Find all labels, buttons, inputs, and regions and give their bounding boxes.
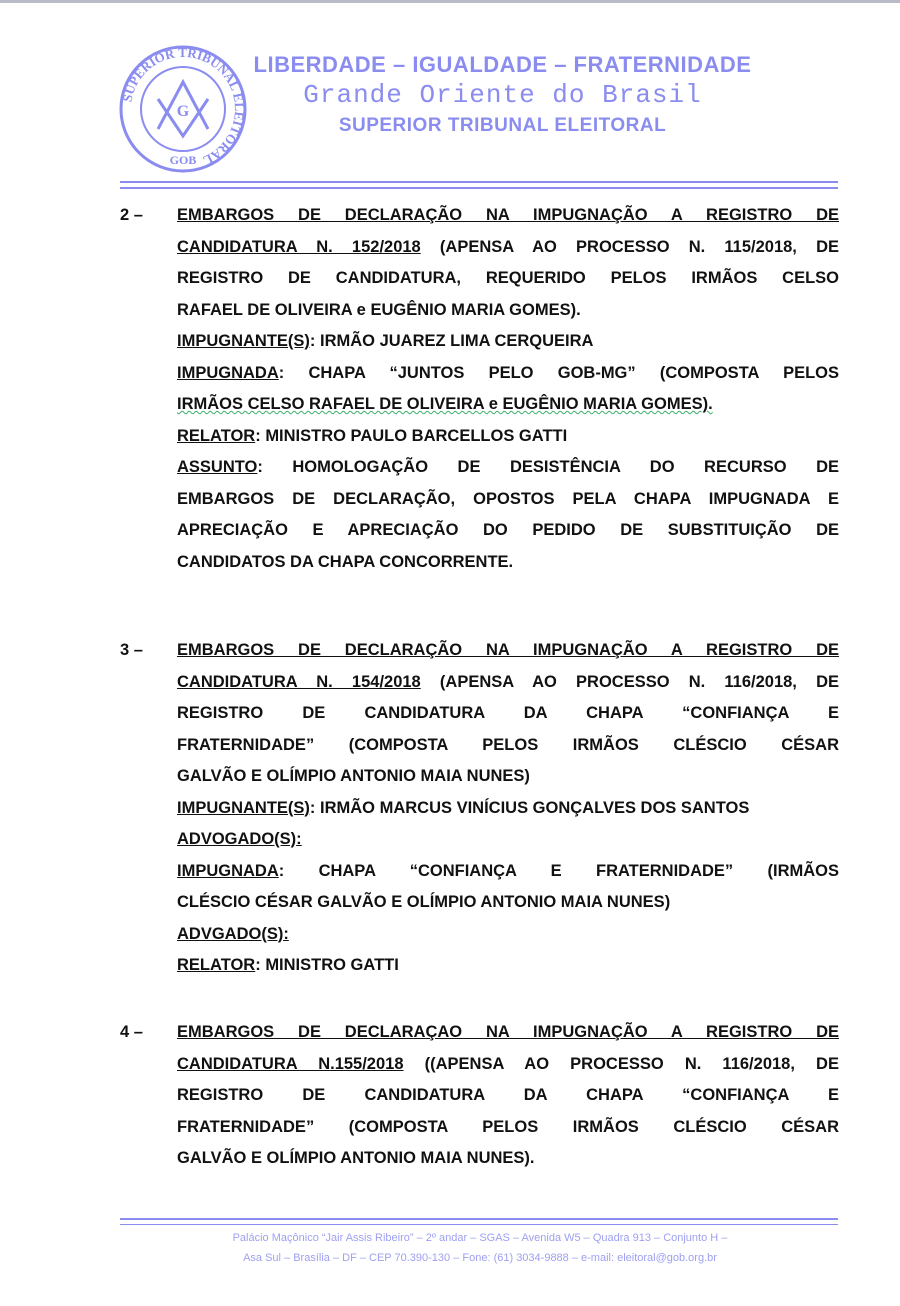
impugnante-row: IMPUGNANTE(S): IRMÃO JUAREZ LIMA CERQUEIRA [177, 332, 594, 350]
footer-divider-bottom [120, 1224, 838, 1225]
assunto-row-cont: EMBARGOS DE DECLARAÇÃO, OPOSTOS PELA CHAPA IMPUGNADA E [177, 489, 839, 508]
assunto-row-cont: CANDIDATOS DA CHAPA CONCORRENTE. [177, 552, 514, 571]
advogado-row: ADVOGADO(S): [177, 830, 302, 848]
item-title-line: RAFAEL DE OLIVEIRA e EUGÊNIO MARIA GOMES). [177, 300, 581, 319]
footer-line: Asa Sul – Brasília – DF – CEP 70.390-130 – Fone: (61) 3034-9888 – e-mail: eleitoral@gob.org.br [243, 1252, 717, 1264]
footer-address [120, 1228, 840, 1268]
item-title-line: GALVÃO E OLÍMPIO ANTONIO MAIA NUNES). [177, 1149, 535, 1167]
item-title-line: REGISTRO DE CANDIDATURA DA CHAPA “CONFIANÇA E [177, 1086, 839, 1104]
item-title-line: REGISTRO DE CANDIDATURA, REQUERIDO PELOS IRMÃOS CELSO [177, 269, 839, 287]
impugnada-row-cont: IRMÃOS CELSO RAFAEL DE OLIVEIRA e EUGÊNIO MARIA GOMES). [177, 395, 713, 413]
window-top-border [0, 0, 900, 3]
item-title-line: CANDIDATURA N.155/2018 ((APENSA AO PROCESSO N. 116/2018, DE [177, 1054, 839, 1073]
impugnante-row: IMPUGNANTE(S): IRMÃO MARCUS VINÍCIUS GONÇALVES DOS SANTOS [177, 798, 750, 817]
item-number: 3 – [120, 641, 143, 659]
header-divider-top [120, 181, 838, 183]
header-motto: LIBERDADE – IGUALDADE – FRATERNIDADE [253, 52, 752, 77]
footer-line: Palácio Maçônico “Jair Assis Ribeiro” – 2º andar – SGAS – Avenida W5 – Quadra 913 – Conjunto H – [232, 1232, 728, 1244]
impugnada-row: IMPUGNADA: CHAPA “JUNTOS PELO GOB-MG” (COMPOSTA PELOS [177, 363, 839, 382]
header-divider-bottom [120, 187, 838, 189]
relator-row: RELATOR: MINISTRO PAULO BARCELLOS GATTI [177, 426, 568, 445]
item-title-line: EMBARGOS DE DECLARAÇAO NA IMPUGNAÇÃO A REGISTRO DE [177, 1023, 839, 1041]
item-content [177, 1017, 839, 1175]
item-title-line: REGISTRO DE CANDIDATURA DA CHAPA “CONFIANÇA E [177, 704, 839, 722]
relator-row: RELATOR: MINISTRO GATTI [177, 956, 399, 974]
advgado-row: ADVGADO(S): [177, 924, 289, 943]
item-number: 2 – [120, 206, 143, 224]
item-content [177, 200, 839, 578]
tribunal-seal-logo [118, 44, 248, 174]
svg-text:GOB: GOB [169, 153, 197, 167]
item-title-line: CANDIDATURA N. 152/2018 (APENSA AO PROCESSO N. 115/2018, DE [177, 237, 839, 256]
assunto-row-cont: APRECIAÇÃO E APRECIAÇÃO DO PEDIDO DE SUBSTITUIÇÃO DE [177, 521, 839, 539]
header-tribunal: SUPERIOR TRIBUNAL ELEITORAL [338, 115, 667, 136]
header-organization: Grande Oriente do Brasil [303, 80, 702, 110]
impugnada-row: IMPUGNADA: CHAPA “CONFIANÇA E FRATERNIDADE” (IRMÃOS [177, 861, 839, 880]
svg-text:SUPERIOR TRIBUNAL ELEITORAL: SUPERIOR TRIBUNAL ELEITORAL [119, 44, 248, 169]
item-number: 4 – [120, 1023, 143, 1041]
footer-divider-top [120, 1218, 838, 1220]
impugnada-row-cont: CLÉSCIO CÉSAR GALVÃO E OLÍMPIO ANTONIO MAIA NUNES) [177, 893, 671, 911]
item-title-line: EMBARGOS DE DECLARAÇÃO NA IMPUGNAÇÃO A REGISTRO DE [177, 206, 839, 224]
item-title-line: FRATERNIDADE” (COMPOSTA PELOS IRMÃOS CLÉSCIO CÉSAR [177, 1117, 839, 1136]
item-title-line: CANDIDATURA N. 154/2018 (APENSA AO PROCESSO N. 116/2018, DE [177, 672, 839, 691]
svg-text:G: G [176, 103, 190, 120]
assunto-row: ASSUNTO: HOMOLOGAÇÃO DE DESISTÊNCIA DO RECURSO DE [177, 458, 839, 476]
item-title-line: FRATERNIDADE” (COMPOSTA PELOS IRMÃOS CLÉSCIO CÉSAR [177, 735, 839, 754]
item-title-line: GALVÃO E OLÍMPIO ANTONIO MAIA NUNES) [177, 767, 530, 785]
item-content [177, 635, 839, 982]
item-title-line: EMBARGOS DE DECLARAÇÃO NA IMPUGNAÇÃO A REGISTRO DE [177, 641, 839, 659]
